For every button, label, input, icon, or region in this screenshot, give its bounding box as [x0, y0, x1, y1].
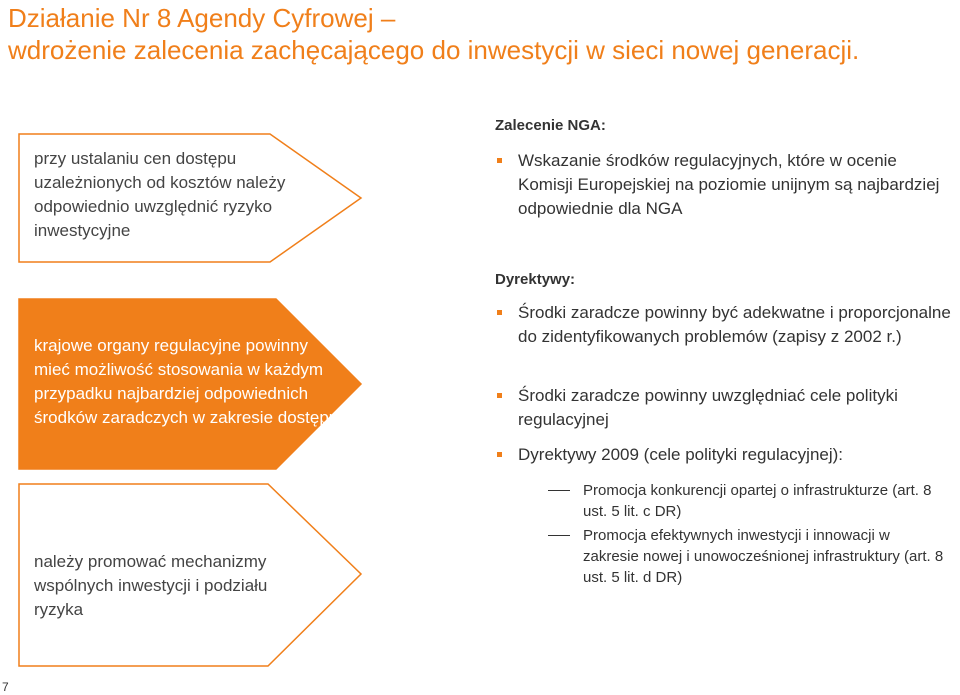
- page-title: [8, 2, 958, 66]
- arrow-text-1: przy ustalaniu cen dostępu uzależnionych od kosztów należy odpowiednio uwzględnić ryzyko inwestycyjne: [34, 149, 286, 240]
- directive-bullet-1: [497, 301, 952, 349]
- bullet-text: Wskazanie środków regulacyjnych, które w ocenie Komisji Europejskiej na poziomie unijnym są najbardziej odpowiednie dla NGA: [518, 151, 940, 218]
- bullet-text: Środki zaradcze powinny uwzględniać cele polityki regulacyjnej: [518, 386, 898, 429]
- arrow-text-2: krajowe organy regulacyjne powinny mieć możliwość stosowania w każdym przypadku najbardziej odpowiednich środków zaradczych w zakresie dostępu: [34, 336, 339, 427]
- title-line-2: wdrożenie zalecenia zachęcającego do inwestycji w sieci nowej generacji.: [8, 35, 860, 65]
- bullet-square-icon: [497, 393, 502, 398]
- recommendation-heading: Zalecenie NGA:: [495, 117, 606, 134]
- dash-icon: [548, 490, 570, 491]
- arrow-remedies: [18, 298, 363, 488]
- directive-subitem-1: [548, 480, 948, 522]
- bullet-text: Dyrektywy 2009 (cele polityki regulacyjnej):: [518, 445, 844, 464]
- title-line-1: Działanie Nr 8 Agendy Cyfrowej –: [8, 3, 396, 33]
- arrow-co-investment: [18, 483, 363, 668]
- directive-bullet-3: [497, 443, 952, 467]
- arrow-text-3: należy promować mechanizmy wspólnych inwestycji i podziału ryzyka: [34, 552, 268, 619]
- dash-icon: [548, 535, 570, 536]
- recommendation-bullet: [497, 149, 952, 221]
- subitem-text: Promocja efektywnych inwestycji i innowacji w zakresie nowej i unowocześnionej infrastruktury (art. 8 ust. 5 lit. d DR): [583, 527, 944, 586]
- bullet-square-icon: [497, 158, 502, 163]
- page-number: 7: [2, 680, 9, 694]
- bullet-text: Środki zaradcze powinny być adekwatne i proporcjonalne do zidentyfikowanych problemów (zapisy z 2002 r.): [518, 303, 951, 346]
- bullet-square-icon: [497, 452, 502, 457]
- directive-subitem-2: [548, 525, 948, 588]
- arrow-cost-risk: [18, 133, 363, 263]
- bullet-square-icon: [497, 310, 502, 315]
- subitem-text: Promocja konkurencji opartej o infrastrukturze (art. 8 ust. 5 lit. c DR): [583, 482, 932, 520]
- directive-bullet-2: [497, 384, 952, 432]
- directives-heading: Dyrektywy:: [495, 271, 576, 288]
